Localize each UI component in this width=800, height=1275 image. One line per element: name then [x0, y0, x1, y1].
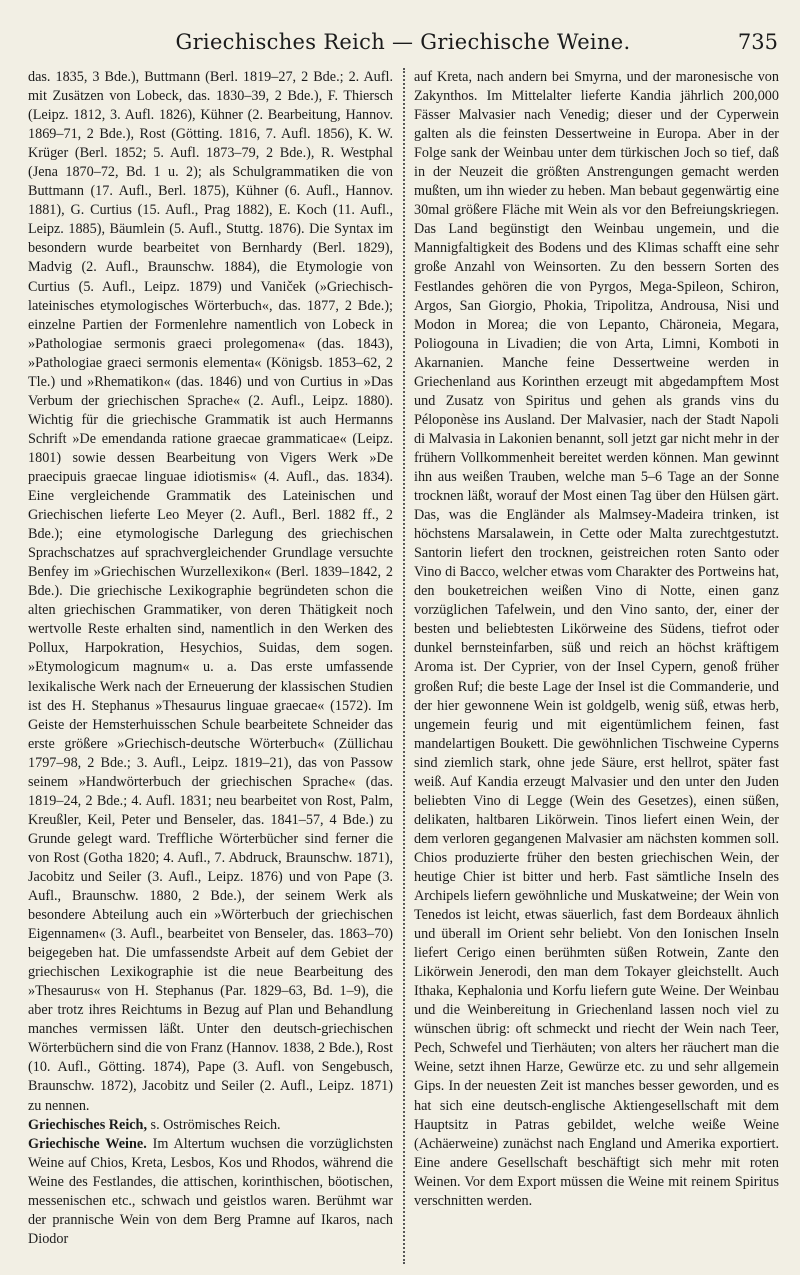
entry-griechisches-reich [28, 1116, 393, 1135]
grammar-literature-paragraph: das. 1835, 3 Bde.), Buttmann (Berl. 1819–27, 2 Bde.; 2. Aufl. mit Zusätzen von Lobeck, das. 1830–39, 2 Bde.), F. Thiersch (Leipz. 1812, 3. Aufl. 1826), Kühner (2. Bearbeitung, Hannov. 1869–71, 2 Bde.), Rost (Götting. 1816, 7. Aufl. 1856), K. W. Krüger (Berl. 1852; 5. Aufl. 1873–79, 2 Bde.), R. Westphal (Jena 1870–72, Bd. 1 u. 2); als Schulgrammatiken die von Buttmann (17. Aufl., Berl. 1875), Kühner (6. Aufl., Hannov. 1881), G. Curtius (15. Aufl., Prag 1882), E. Koch (11. Aufl., Leipz. 1885), Bäumlein (5. Aufl., Stuttg. 1876). Die Syntax im besondern wurde bearbeitet von Bernhardy (Berl. 1829), Madvig (2. Aufl., Braunschw. 1884), die Etymologie von Curtius (5. Aufl., Leipz. 1879) und Vaniček (»Griechisch-lateinisches etymologisches Wörterbuch«, das. 1877, 2 Bde.); einzelne Partien der Formenlehre namentlich von Lobeck in »Pathologiae sermonis graeci prolegomena« (das. 1843), »Pathologiae graeci sermonis elementa« (Königsb. 1853–62, 2 Tle.) und »Rhematikon« (das. 1846) und von Curtius in »Das Verbum der griechischen Sprache« (2. Aufl., Leipz. 1880). Wichtig für die griechische Grammatik ist auch Hermanns Schrift »De emendanda ratione graecae grammaticae« (Leipz. 1801) sowie dessen Bearbeitung von Vigers Werk »De praecipuis graecae linguae idiotismis« (4. Aufl., das. 1834). Eine vergleichende Grammatik des Lateinischen und Griechischen lieferte Leo Meyer (2. Aufl., Berl. 1882 ff., 2 Bde.); eine etymologische Darlegung des griechischen Sprachschatzes auf sprachvergleichender Grundlage versuchte Benfey im »Griechischen Wurzellexikon« (Berl. 1839–1842, 2 Bde.). Die griechische Lexikographie begründeten schon die alten griechischen Grammatiker, von deren Thätigkeit noch wertvolle Reste erhalten sind, namentlich in den Werken des Pollux, Harpokration, Hesychios, Suidas, dem sogen. »Etymologicum magnum« u. a. Das erste umfassende lexikalische Werk nach der Erneuerung der klassischen Studien ist des H. Stephanus »Thesaurus linguae graecae« (1572). Im Geiste der Hemsterhuisschen Schule bearbeitete Schneider das erste größere »Griechisch-deutsche Wörterbuch« (Züllichau 1797–98, 2 Bde.; 3. Aufl., Leipz. 1819–21), das von Passow seinem »Handwörterbuch der griechischen Sprache« (das. 1819–24, 2 Bde.; 4. Aufl. 1831; neu bearbeitet von Rost, Palm, Kreußler, Keil, Peter und Benseler, das. 1841–57, 4 Bde.) zu Grunde gelegt ward. Treffliche Wörterbücher sind ferner die von Rost (Gotha 1820; 4. Aufl., 7. Abdruck, Braunschw. 1871), Jacobitz und Seiler (3. Aufl., Leipz. 1876) und von Pape (3. Aufl., Braunschw. 1880, 2 Bde.), der seinem Werk als besondere Abteilung auch ein »Wörterbuch der griechischen Eigennamen« (3. Aufl., bearbeitet von Benseler, das. 1863–70) beigegeben hat. Die umfassendste Arbeit auf dem Gebiet der griechischen Lexikographie ist die neue Bearbeitung des »Thesaurus« von H. Stephanus (Par. 1829–63, Bd. 1–9), die aber trotz ihres Reichtums in Bezug auf Plan und Behandlung manches vermissen läßt. Unter den deutsch-griechischen Wörterbüchern sind die von Franz (Hannov. 1838, 2 Bde.), Rost (10. Aufl., Götting. 1874), Pape (3. Aufl. von Sengebusch, Braunschw. 1872), Jacobitz und Seiler (2. Aufl., Leipz. 1871) zu nennen. [28, 69, 393, 1114]
running-head: Griechisches Reich — Griechische Weine. [175, 30, 631, 54]
entry-text: Im Altertum wuchsen die vorzüglichsten Weine auf Chios, Kreta, Lesbos, Kos und Rhodos, während die Weine des Festlandes, die attischen, korinthischen, böotischen, messenischen etc., schwach und geistlos waren. Berühmt war der prannische Wein von dem Berg Pramne auf Ikaros, nach Diodor [28, 1135, 393, 1247]
entry-text: s. Oströmisches Reich. [147, 1116, 281, 1133]
page-number: 735 [737, 30, 778, 54]
entry-headword: Griechisches Reich, [28, 1116, 147, 1133]
entry-headword: Griechische Weine. [28, 1135, 147, 1152]
wine-paragraph-continued: auf Kreta, nach andern bei Smyrna, und der maronesische von Zakynthos. Im Mittelalter lieferte Kandia jährlich 200,000 Fässer Malvasier nach Venedig; dieser und der Cyperwein galten als die feinsten Dessertweine in Europa. Aber in der Folge sank der Weinbau unter dem türkischen Joch so tief, daß in der Neuzeit die größten Anstrengungen gemacht werden mußten, um ihn wieder zu heben. Man bebaut gegenwärtig eine 30mal größere Fläche mit Wein als vor den Befreiungskriegen. Das Land begünstigt den Weinbau ungemein, und die Mannigfaltigkeit des Bodens und des Klimas schafft eine sehr große Anzahl von Weinsorten. Zu den bessern Sorten des Festlandes gehören die von Pyrgos, Mega-Spileon, Schiron, Argos, San Giorgio, Phokia, Tripolitza, Androusa, Nisi und Modon in Morea; die von Lepanto, Chäroneia, Megara, Poliogouna in Livadien; die von Arta, Limni, Komboti in Akarnanien. Manche feine Dessertweine werden in Griechenland aus Korinthen erzeugt mit abgedampftem Most und Zusatz von Spiritus und gehen als grands vins du Péloponèse ins Ausland. Der Malvasier, nach der Stadt Napoli di Malvasia in Lakonien benannt, soll jetzt gar nicht mehr in der frühern Vollkommenheit bereitet werden können. Man gewinnt ihn aus weißen Trauben, welche man 5–6 Tage an der Sonne trocknen läßt, worauf der Most einen Tag über den Hülsen gärt. Das, was die Engländer als Malmsey-Madeira trinken, ist höchstens Marsalawein, in Cette oder Malta zurechtgestutzt. Santorin liefert den trocknen, geistreichen roten Santo oder Vino di Bacco, welcher etwas vom Charakter des Portweins hat, den bouketreichen weißen Vino di Notte, einen ganz vorzüglichen Tafelwein, und den Vino santo, der, einer der besten und beliebtesten Likörweine des Südens, tiefrot oder dunkel bernsteinfarben, süß und reich an höchst kräftigem Aroma ist. Der Cyprier, von der Insel Cypern, genoß früher großen Ruf; die beste Lage der Insel ist die Commanderie, und der hier gewonnene Wein ist goldgelb, wenig süß, etwas herb, ungemein feurig und mit eigentümlichem feinen, fast mandelartigen Boukett. Die gewöhnlichen Tischweine Cyperns sind ziemlich stark, ohne jede Säure, erst hellrot, später fast weiß. Auf Kandia erzeugt Malvasier und den unter den Juden beliebten Vino di Legge (Wein des Gesetzes), einen süßen, delikaten, haltbaren Likörwein. Tinos liefert einen Wein, der dem verloren gegangenen Malvasier am nächsten kommen soll. Chios produzierte früher den besten griechischen Wein, der heutige Chier ist bitter und herb. Fast sämtliche Inseln des Archipels liefern gewöhnliche und Muskatweine; der Wein von Tenedos ist leicht, etwas säuerlich, fast dem Bordeaux ähnlich und überall im Orient sehr beliebt. Von den Ionischen Inseln liefert Cerigo einen berühmten süßen Rotwein, Zante den Likörwein Jenerodi, den man dem Tokayer gleichstellt. Auch Ithaka, Kephalonia und Korfu liefern gute Weine. Der Weinbau und die Weinbereitung in Griechenland lassen noch viel zu wünschen übrig: oft schmeckt und riecht der Wein nach Teer, Pech, Schwefel und Tierhäuten; von alters her räuchert man die Weine, setzt ihnen Harze, Gewürze etc. zu und sehr allgemein Gips. In der neuesten Zeit ist manches besser geworden, und es hat sich eine deutsch-englische Aktiengesellschaft mit dem Hauptsitz in Patras gebildet, welche weiße Weine (Achäerweine) zunächst nach England und Amerika exportiert. Eine andere Gesellschaft beschäftigt sich mehr mit roten Weinen. Vor dem Export müssen die Weine mit reinem Spiritus verschnitten werden. [414, 69, 779, 1209]
left-column [28, 68, 393, 1264]
text-columns [28, 68, 780, 1264]
column-divider [403, 68, 406, 1264]
page-header [28, 30, 778, 64]
right-column [414, 68, 779, 1264]
entry-griechische-weine [28, 1135, 393, 1249]
